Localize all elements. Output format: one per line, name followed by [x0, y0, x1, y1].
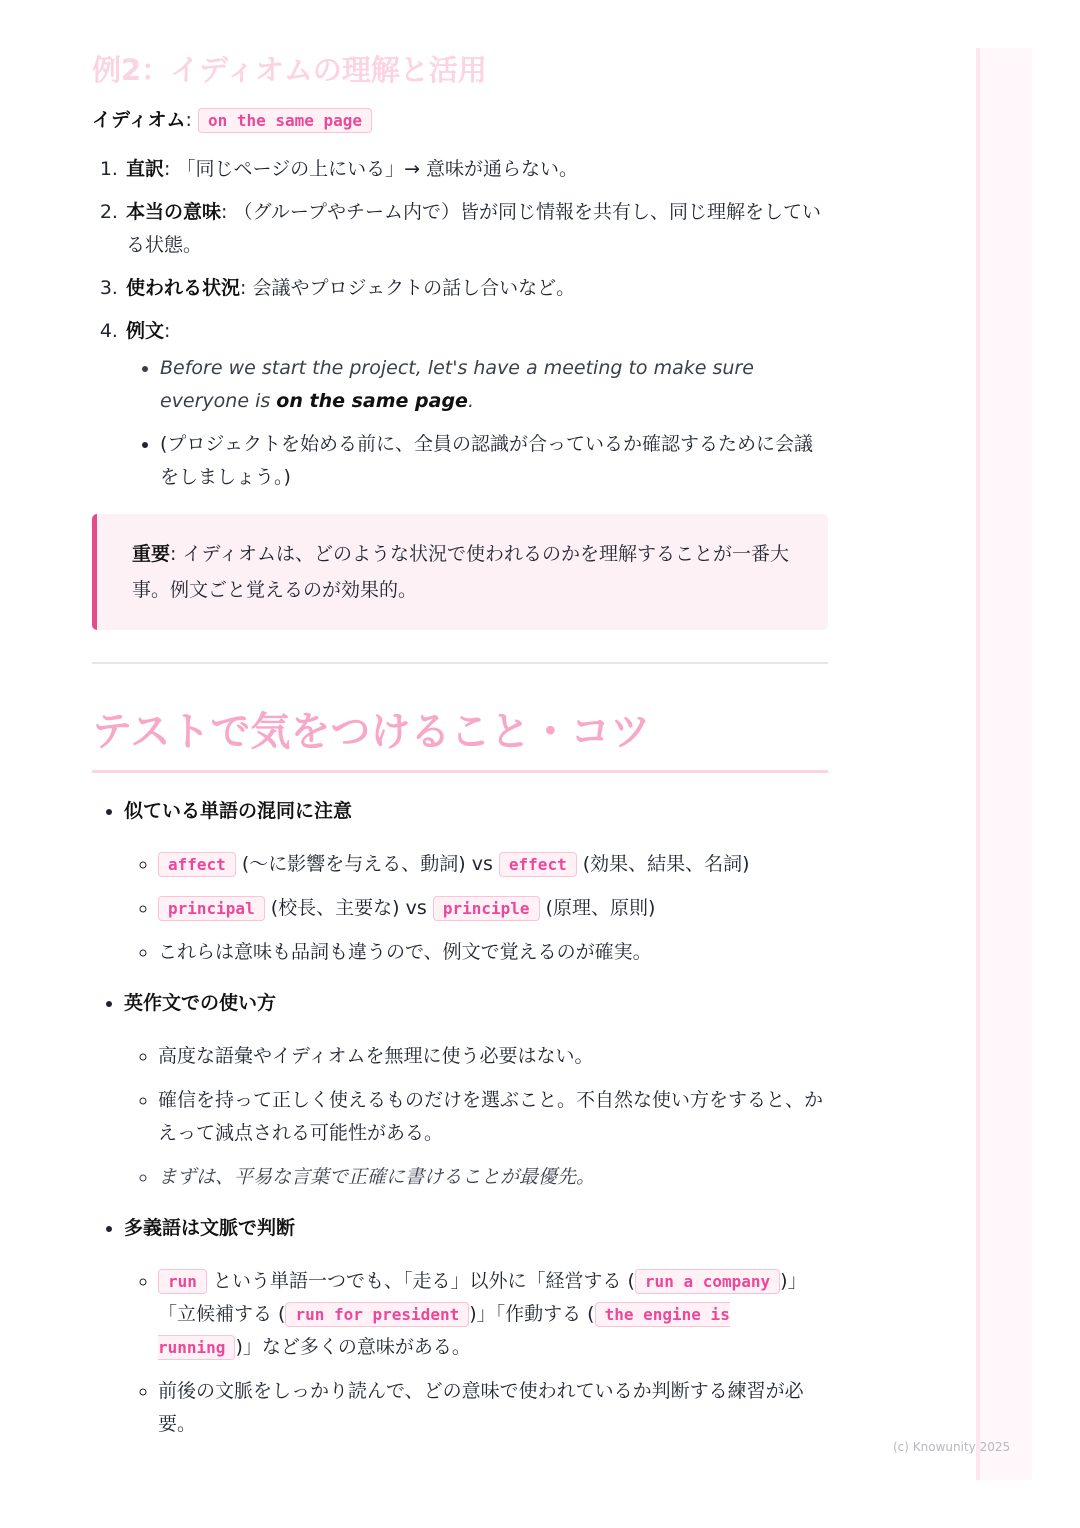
callout-label: 重要: [132, 543, 171, 565]
code-word: effect: [499, 852, 577, 877]
callout-text: イディオムは、どのような状況で使われるのかを理解することが一番大事。例文ごと覚えるのが効果的。: [132, 543, 789, 601]
tip-sublist: [124, 848, 828, 969]
item-text: （グループやチーム内で）皆が同じ情報を共有し、同じ理解をしている状態。: [126, 201, 821, 256]
idiom-code: on the same page: [198, 108, 372, 133]
idiom-line: [92, 104, 828, 137]
word-desc: (原理、原則): [545, 897, 656, 919]
tip-section: [124, 1212, 828, 1441]
idiom-steps-list: [92, 153, 828, 494]
list-item: ◦ まずは、平易な言葉で正確に書けることが最優先。: [158, 1161, 828, 1194]
code-word: run a company: [635, 1269, 780, 1294]
item-label: 例文: [126, 320, 165, 342]
code-word: run for president: [285, 1302, 469, 1327]
list-item: ◦ これらは意味も品詞も違うので、例文で覚えるのが確実。: [158, 936, 828, 969]
example-en-bold: on the same page: [276, 390, 468, 412]
example-en-text: Before we start the project, let's have a meeting to make sure everyone is: [160, 357, 754, 412]
code-word: principal: [158, 896, 265, 921]
code-word: affect: [158, 852, 236, 877]
example-en-end: .: [467, 390, 474, 412]
list-item: [158, 892, 828, 925]
item-text: )」「立候補する (: [158, 1270, 807, 1325]
list-item: 3. 使われる状況: 会議やプロジェクトの話し合いなど。: [124, 272, 828, 305]
example-english: [160, 352, 828, 418]
list-item: ◦ 前後の文脈をしっかり読んで、どの意味で使われているか判断する練習が必要。: [158, 1375, 828, 1441]
tip-title: 多義語は文脈で判断: [124, 1217, 296, 1239]
copyright-footer: (c) Knowunity 2025: [893, 1440, 1011, 1454]
item-label: 本当の意味: [126, 201, 222, 223]
tip-title: 英作文での使い方: [124, 992, 277, 1014]
item-text: という単語一つでも、「走る」以外に「経営する (: [212, 1270, 635, 1292]
tips-list: [92, 795, 828, 1441]
item-text: )」など多くの意味がある。: [235, 1336, 471, 1358]
word-desc: (効果、結果、名詞): [582, 853, 750, 875]
colon: :: [185, 109, 198, 131]
idiom-label: イディオム: [92, 109, 186, 131]
sidebar-border: [976, 48, 980, 1480]
list-item: 4. 例文: • Before we start the project, let's have a meeting to make sure everyone is on the same page. • (プロジェクトを始める前に、全員の認識が合っているか確認するために会議をしましょう。): [124, 315, 828, 494]
list-item: [158, 848, 828, 881]
example-japanese: • (プロジェクトを始める前に、全員の認識が合っているか確認するために会議をしましょう。): [160, 428, 828, 494]
item-text: 会議やプロジェクトの話し合いなど。: [252, 277, 576, 299]
example-sentences: [126, 352, 828, 494]
list-item: 1. 直訳: 「同じページの上にいる」→ 意味が通らない。: [124, 153, 828, 186]
item-label: 使われる状況: [126, 277, 241, 299]
item-text: 「同じページの上にいる」→ 意味が通らない。: [176, 158, 579, 180]
code-word: run: [158, 1269, 207, 1294]
important-callout: 重要: イディオムは、どのような状況で使われるのかを理解することが一番大事。例文ごと覚えるのが効果的。: [92, 514, 828, 630]
list-item: 2. 本当の意味: （グループやチーム内で）皆が同じ情報を共有し、同じ理解をしている状態。: [124, 196, 828, 262]
tip-section: [124, 987, 828, 1194]
code-word: the engine is running: [158, 1302, 730, 1360]
item-label: 直訳: [126, 158, 165, 180]
tip-sublist: [124, 1040, 828, 1194]
tips-heading: テストで気をつけること・コツ: [92, 704, 828, 773]
document-content: [92, 48, 828, 1459]
tip-section: [124, 795, 828, 969]
list-item: [158, 1265, 828, 1364]
item-text: )」「作動する (: [469, 1303, 595, 1325]
list-item: ◦ 高度な語彙やイディオムを無理に使う必要はない。: [158, 1040, 828, 1073]
word-desc: (〜に影響を与える、動詞) vs: [241, 853, 493, 875]
word-desc: (校長、主要な) vs: [270, 897, 427, 919]
tip-title: 似ている単語の混同に注意: [124, 800, 353, 822]
code-word: principle: [433, 896, 540, 921]
example2-heading: 例2：イディオムの理解と活用: [92, 53, 487, 87]
list-item: ◦ 確信を持って正しく使えるものだけを選ぶこと。不自然な使い方をすると、かえって減点される可能性がある。: [158, 1084, 828, 1150]
tip-sublist: [124, 1265, 828, 1441]
right-sidebar: [976, 48, 1032, 1480]
section-divider: [92, 662, 828, 664]
